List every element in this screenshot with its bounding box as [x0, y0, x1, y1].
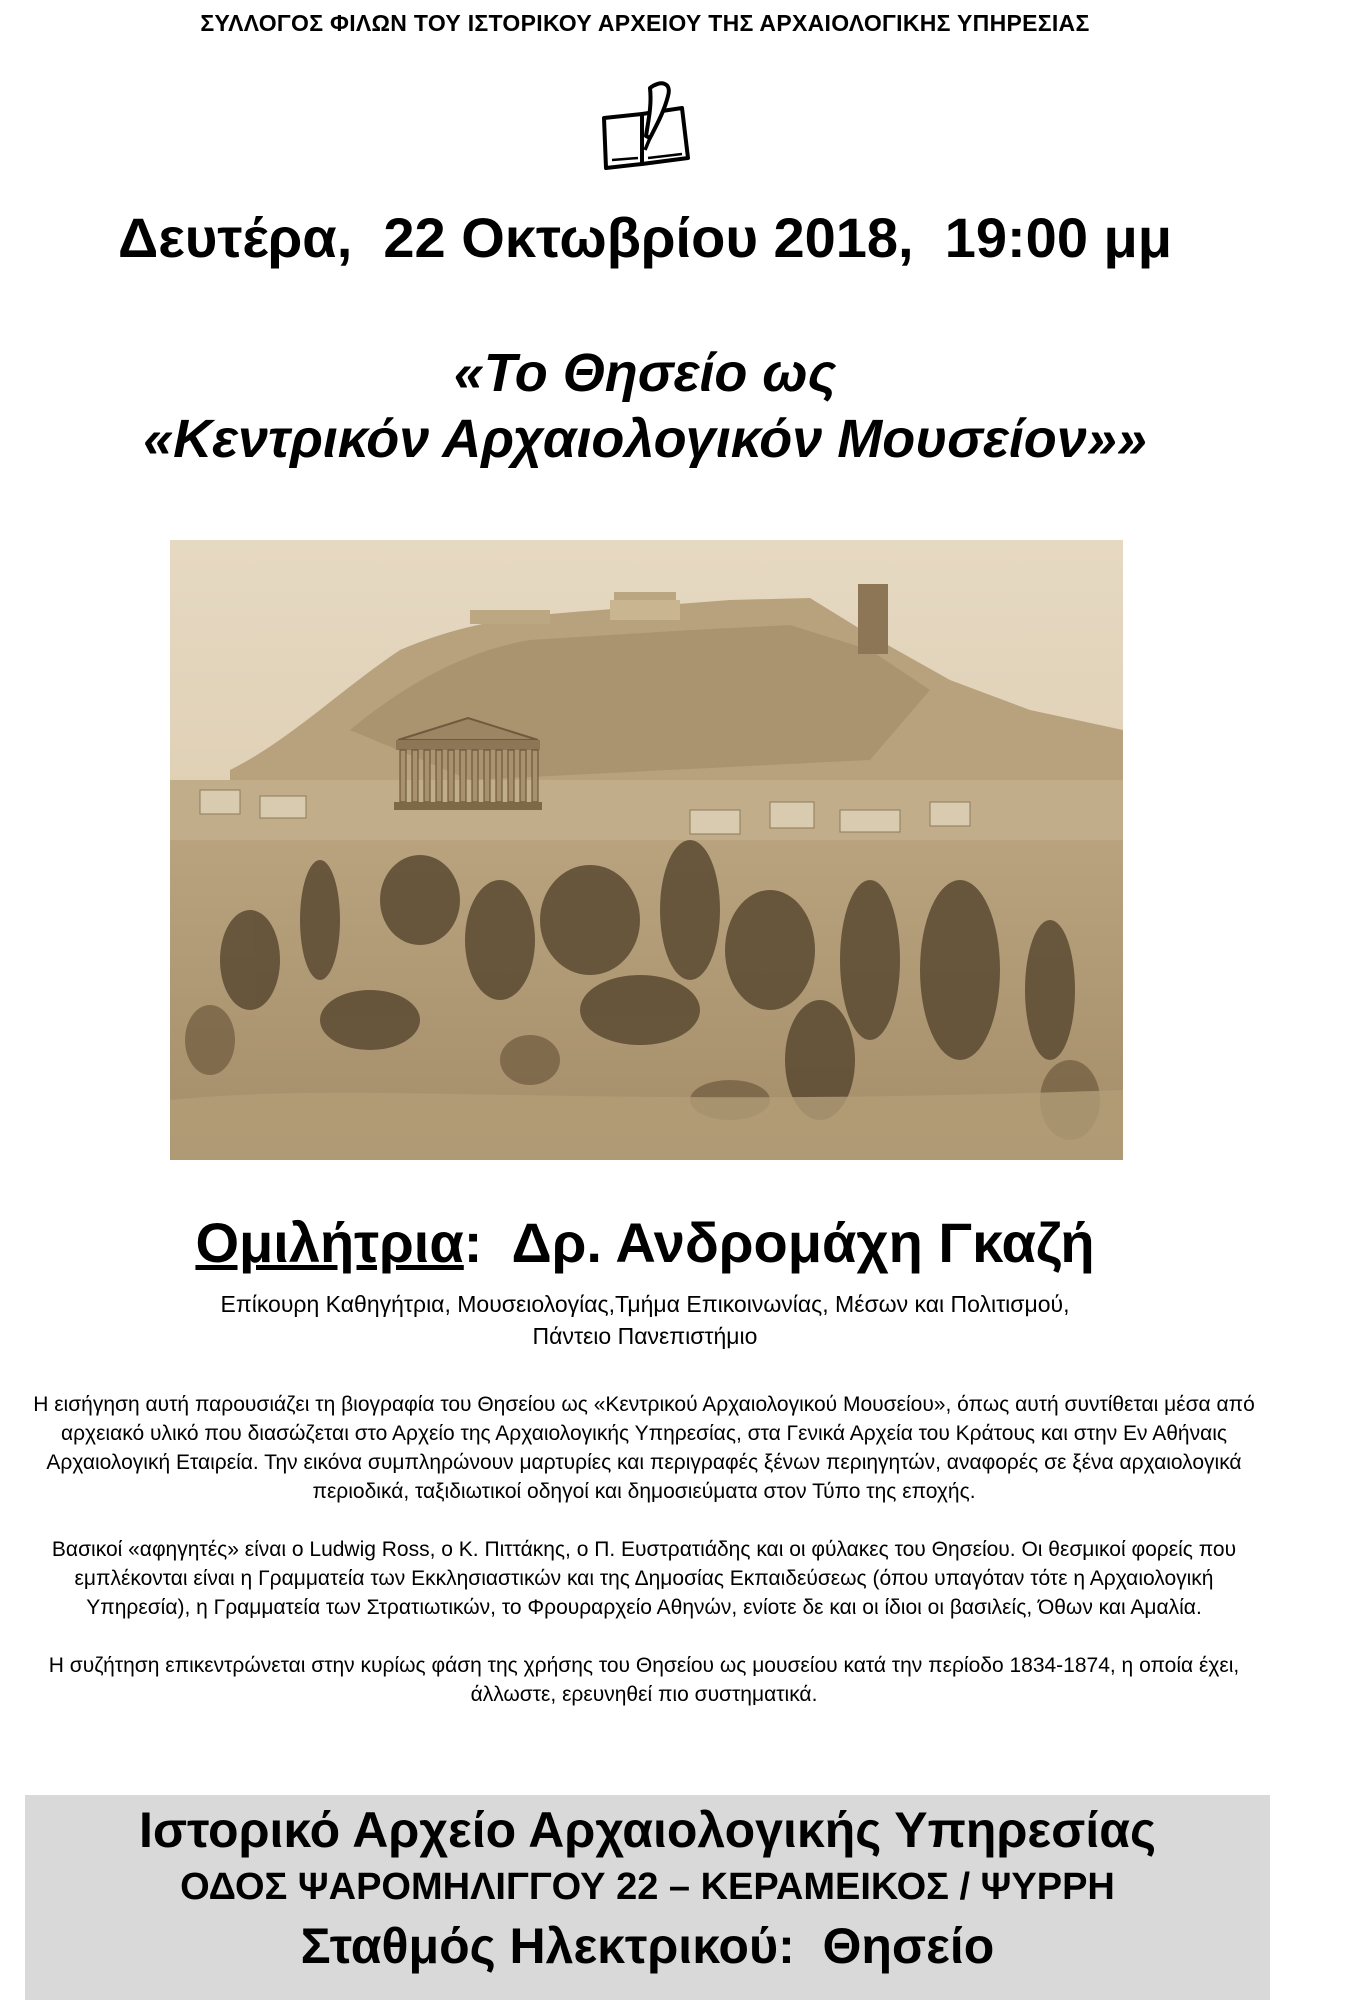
organization-name: ΣΥΛΛΟΓΟΣ ΦΙΛΩΝ ΤΟΥ ΙΣΤΟΡΙΚΟΥ ΑΡΧΕΙΟΥ ΤΗΣ ΑΡΧΑΙΟΛΟΓΙΚΗΣ ΥΠΗΡΕΣΙΑΣ: [200, 10, 1090, 36]
event-date-time: Δευτέρα, 22 Οκτωβρίου 2018, 19:00 μμ: [117, 206, 1173, 269]
logo-graphic: [598, 78, 694, 170]
speaker-affiliation: [0, 1288, 1290, 1352]
venue-station: Σταθμός Ηλεκτρικού: Θησείο: [300, 1918, 995, 1974]
speaker-name: Δρ. Ανδρομάχη Γκαζή: [511, 1211, 1095, 1274]
venue-name: Ιστορικό Αρχείο Αρχαιολογικής Υπηρεσίας: [139, 1802, 1156, 1858]
photo-graphic: [170, 540, 1123, 1160]
abstract-paragraph-3: Η συζήτηση επικεντρώνεται στην κυρίως φάση της χρήσης του Θησείου ως μουσείου κατά την περίοδο 1834-1874, η οποία έχει, άλλωστε, ερευνηθεί πιο συστηματικά.: [48, 1654, 1240, 1706]
speaker-line: [0, 1210, 1290, 1275]
abstract: [28, 1390, 1260, 1738]
affiliation-line-1: Επίκουρη Καθηγήτρια, Μουσειολογίας,Τμήμα Επικοινωνίας, Μέσων και Πολιτισμού,: [220, 1291, 1070, 1317]
affiliation-line-2: Πάντειο Πανεπιστήμιο: [532, 1323, 758, 1349]
historic-photo-theseion-acropolis: [170, 540, 1123, 1160]
talk-title-line-1: «Το Θησείο ως: [453, 343, 837, 403]
venue-box: [25, 1795, 1270, 2000]
speaker-role: Ομιλήτρια: [195, 1211, 464, 1274]
speaker-separator: :: [463, 1211, 512, 1274]
abstract-paragraph-2: Βασικοί «αφηγητές» είναι ο Ludwig Ross, ο Κ. Πιττάκης, ο Π. Ευστρατιάδης και οι φύλακες του Θησείου. Οι θεσμικοί φορείς που εμπλέκονται είναι η Γραμματεία των Εκκλησιαστικών και της Δημοσίας Εκπαιδεύσεως (όπου υπαγόταν τότε η Αρχαιολογική Υπηρεσία), η Γραμματεία των Στρατιωτικών, το Φρουραρχείο Αθηνών, ενίοτε δε και οι ίδιοι οι βασιλείς, Όθων και Αμαλία.: [51, 1538, 1237, 1619]
venue-address: ΟΔΟΣ ΨΑΡΟΜΗΛΙΓΓΟΥ 22 – ΚΕΡΑΜΕΙΚΟΣ / ΨΥΡΡΗ: [180, 1866, 1115, 1908]
open-book-with-quill-icon: [598, 78, 694, 170]
talk-title-line-2: «Κεντρικόν Αρχαιολογικόν Μουσείον»»: [143, 409, 1147, 469]
talk-title: [0, 340, 1290, 472]
abstract-paragraph-1: Η εισήγηση αυτή παρουσιάζει τη βιογραφία του Θησείου ως «Κεντρικού Αρχαιολογικού Μουσείου», όπως αυτή συντίθεται μέσα από αρχειακό υλικό που διασώζεται στο Αρχείο της Αρχαιολογικής Υπηρεσίας, στα Γενικά Αρχεία του Κράτους και στην Εν Αθήναις Αρχαιολογική Εταιρεία. Την εικόνα συμπληρώνουν μαρτυρίες και περιγραφές ξένων περιηγητών, αναφορές σε ξένα αρχαιολογικά περιοδικά, ταξιδιωτικοί οδηγοί και δημοσιεύματα στον Τύπο της εποχής.: [33, 1393, 1255, 1503]
